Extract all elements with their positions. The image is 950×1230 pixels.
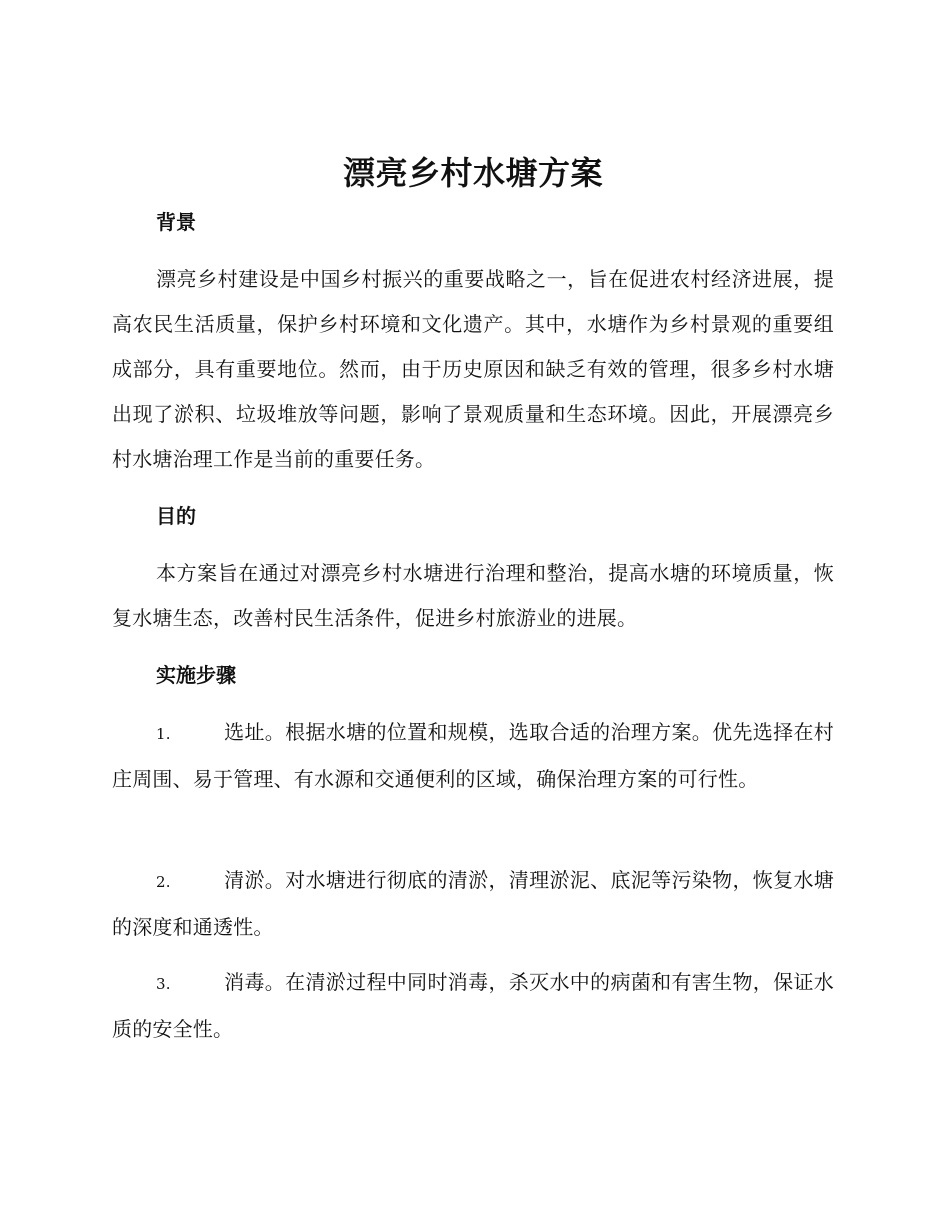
list-item-number: 3. xyxy=(156,975,171,993)
paragraph-purpose: 本方案旨在通过对漂亮乡村水塘进行治理和整治，提高水塘的环境质量，恢复水塘生态，改善村民生活条件，促进乡村旅游业的进展。 xyxy=(112,561,834,630)
list-item xyxy=(112,710,834,802)
paragraph-background: 漂亮乡村建设是中国乡村振兴的重要战略之一，旨在促进农村经济进展，提高农民生活质量，保护乡村环境和文化遗产。其中，水塘作为乡村景观的重要组成部分，具有重要地位。然而，由于历史原因和缺乏有效的管理，很多乡村水塘出现了淤积、垃圾堆放等问题，影响了景观质量和生态环境。因此，开展漂亮乡村水塘治理工作是当前的重要任务。 xyxy=(112,267,834,471)
list-item-text: 清淤。对水塘进行彻底的清淤，清理淤泥、底泥等污染物，恢复水塘的深度和通透性。 xyxy=(112,868,834,939)
section-heading-background: 背景 xyxy=(156,210,196,234)
list-item xyxy=(112,858,834,950)
list-item xyxy=(112,960,834,1052)
section-heading-steps: 实施步骤 xyxy=(156,663,236,687)
document-title: 漂亮乡村水塘方案 xyxy=(342,154,603,192)
list-item-number: 2. xyxy=(156,873,171,891)
list-item-text: 选址。根据水塘的位置和规模，选取合适的治理方案。优先选择在村庄周围、易于管理、有水源和交通便利的区域，确保治理方案的可行性。 xyxy=(112,720,834,791)
list-item-number: 1. xyxy=(156,725,171,743)
list-item-text: 消毒。在清淤过程中同时消毒，杀灭水中的病菌和有害生物，保证水质的安全性。 xyxy=(112,970,834,1041)
section-heading-purpose: 目的 xyxy=(156,504,196,528)
